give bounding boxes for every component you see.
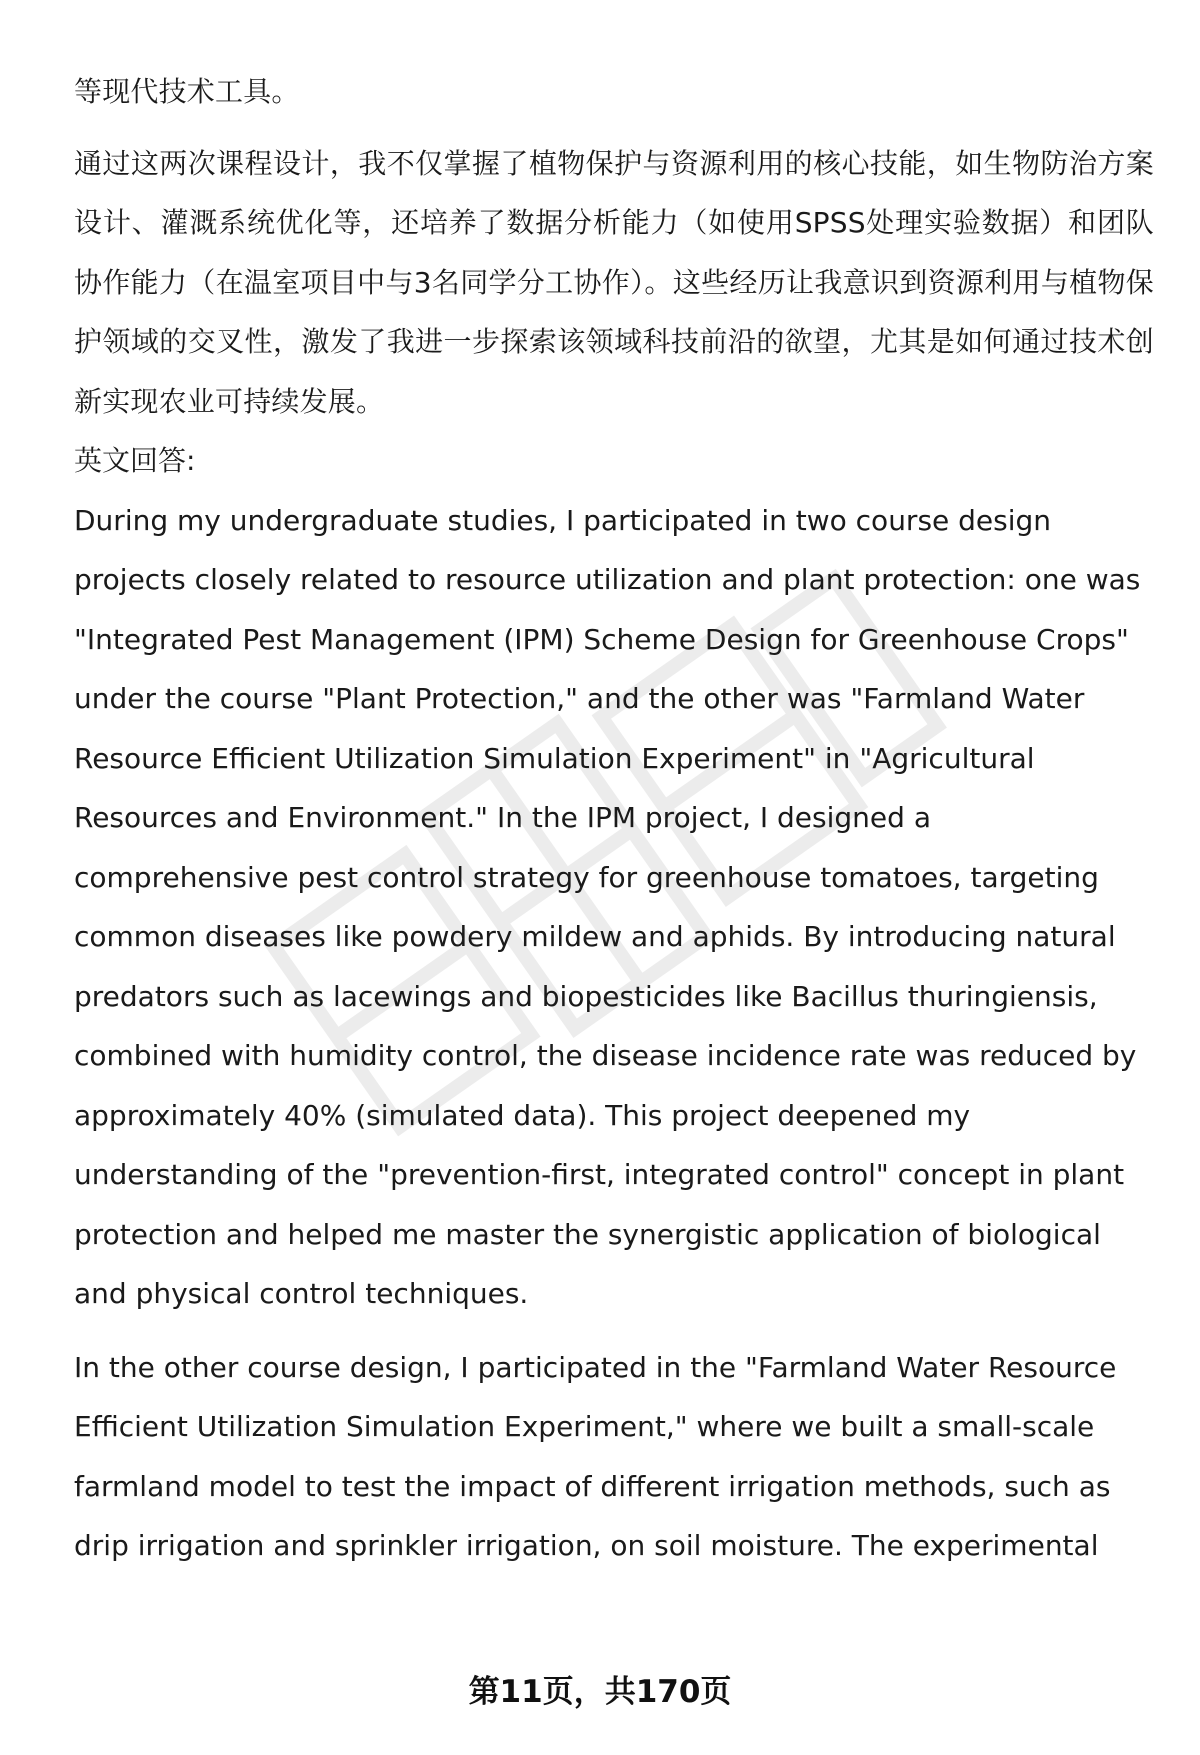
paragraph-cn-intro: 等现代技术工具。 (74, 75, 300, 108)
paragraph-cn-summary: 通过这两次课程设计，我不仅掌握了植物保护与资源利用的核心技能，如生物防治方案设计、灌溉系统优化等，还培养了数据分析能力（如使用SPSS处理实验数据）和团队协作能力（在温室项目中与3名同学分工协作）。这些经历让我意识到资源利用与植物保护领域的交叉性，激发了我进一步探索该领域科技前沿的欲望，尤其是如何通过技术创新实现农业可持续发展。 (74, 146, 1154, 418)
paragraph-en-2: In the other course design, I participated in the "Farmland Water Resource Efficient Utilization Simulation Experiment," where we built a small-scale farmland model to test the impact of different irrigation methods, such as drip irrigation and sprinkler irrigation, on soil moisture. The experimental (74, 1350, 1117, 1562)
english-answer-label: 英文回答: (74, 444, 196, 477)
paragraph-en-1: During my undergraduate studies, I participated in two course design projects closely related to resource utilization and plant protection: one was "Integrated Pest Management (IPM) Scheme Design for Greenhouse Crops" under the course "Plant Protection," and the other was "Farmland Water Resource Efficient Utilization Simulation Experiment" in "Agricultural Resources and Environment." In the IPM project, I designed a comprehensive pest control strategy for greenhouse tomatoes, targeting common diseases like powdery mildew and aphids. By introducing natural predators such as lacewings and biopesticides like Bacillus thuringiensis, combined with humidity control, the disease incidence rate was reduced by approximately 40% (simulated data). This project deepened my understanding of the "prevention-first, integrated control" concept in plant protection and helped me master the synergistic application of biological and physical control techniques. (74, 503, 1141, 1310)
document-body (74, 62, 1154, 1576)
page-number-footer: 第11页，共170页 (468, 1674, 732, 1710)
